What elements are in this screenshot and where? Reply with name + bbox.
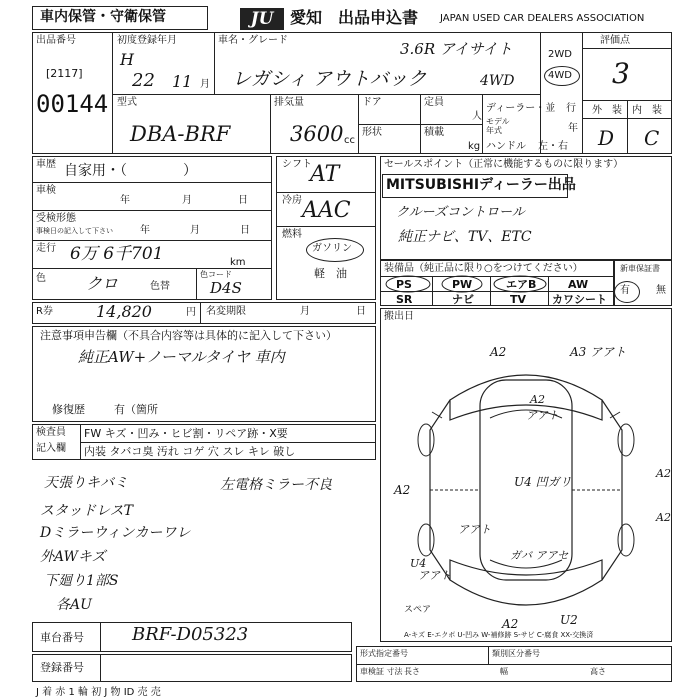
load-unit: kg <box>468 141 481 152</box>
repair-value: 有（箇所 <box>114 403 158 416</box>
model-value: DBA-BRF <box>130 122 231 146</box>
inspector-note-1b: 左電格ミラー不良 <box>220 477 332 493</box>
name-change-day: 日 <box>356 306 366 317</box>
association-name: JAPAN USED CAR DEALERS ASSOCIATION <box>440 13 645 24</box>
usage-sub: 事検日の記入して下さい <box>36 227 113 235</box>
capacity-unit: 人 <box>472 111 482 122</box>
color-label: 色 <box>36 273 46 284</box>
fuel-diesel: 軽 油 <box>314 267 347 280</box>
damage-mark-1: A2 <box>490 345 507 359</box>
inspector-note-5: 下廻り1部S <box>44 573 119 589</box>
usage-month: 月 <box>190 225 200 236</box>
damage-mark-4: アアト <box>526 409 559 422</box>
fuel-label: 燃料 <box>282 229 302 240</box>
equip-sr: SR <box>396 293 413 306</box>
load-label: 積載 <box>424 127 444 138</box>
doors-label: ドア <box>362 97 382 108</box>
model-label: 型式 <box>117 97 137 108</box>
lot-label: 出品番号 <box>36 35 76 46</box>
history-value: 自家用・（ ） <box>64 163 197 179</box>
inspector-label-2: 記入欄 <box>36 443 66 454</box>
shift-label: シフト <box>282 159 312 170</box>
car-drive: 4WD <box>480 73 515 89</box>
name-change-month: 月 <box>300 306 310 317</box>
equip-leather-seat: カワシート <box>552 293 607 306</box>
damage-mark-3: A2 <box>530 393 545 406</box>
damage-mark-14: U2 <box>560 613 578 627</box>
spec-length: 長さ <box>404 667 420 676</box>
registration-month: 11 <box>172 72 193 91</box>
car-grade: 3.6R アイサイト <box>400 40 513 58</box>
exterior-label: 外 装 <box>592 105 622 116</box>
mileage-value: 6万 6千701 <box>70 244 164 264</box>
dealer-label: ディーラー・並 <box>486 103 556 114</box>
equip-pw: PW <box>452 278 473 291</box>
sales-line-1: クルーズコントロール <box>396 205 525 220</box>
recycle-unit: 円 <box>186 307 196 318</box>
sales-points-label: セールスポイント（正常に機能するものに限ります） <box>384 159 624 170</box>
spec-class-no: 類別区分番号 <box>492 649 540 658</box>
equip-ps: PS <box>396 278 412 291</box>
color-code-label: 色コード <box>200 270 232 279</box>
damage-mark-11: アアト <box>418 569 451 582</box>
fuel-gas: ガソリン <box>312 243 352 254</box>
model-year-label: モデル <box>486 117 510 126</box>
damage-legend: A-キズ E-エクボ U-凹み W-補修跡 S-サビ C-腐食 XX-交換済 <box>404 631 594 639</box>
damage-label: 搬出日 <box>384 311 414 322</box>
chassis-value: BRF-D05323 <box>132 624 249 645</box>
registration-month-unit: 月 <box>200 79 210 90</box>
capacity-label: 定員 <box>424 97 444 108</box>
inspector-row-2: 内装 タバコ臭 汚れ コゲ 穴 スレ キレ 破し <box>84 445 296 458</box>
dealer-badge: MITSUBISHIディーラー出品 <box>386 177 576 193</box>
damage-mark-9: A2 <box>656 511 671 524</box>
name-change-label: 名変期限 <box>206 306 246 317</box>
displacement-unit: cc <box>344 135 355 146</box>
rating-label: 評価点 <box>600 35 630 46</box>
region-name: 愛知 <box>290 8 323 27</box>
damage-mark-13: A2 <box>502 617 519 631</box>
inspector-note-6: 各AU <box>56 597 92 613</box>
damage-mark-7: A2 <box>656 467 671 480</box>
shape-label: 形状 <box>362 127 382 138</box>
color-swap-label: 色替 <box>150 281 170 292</box>
car-name-label: 車名・グレード <box>218 35 288 46</box>
exterior-grade: D <box>598 126 615 150</box>
reg-label: 登録番号 <box>40 661 84 674</box>
new-car-yes: 有 <box>620 285 630 296</box>
storage-note: 車内保管・守衛保管 <box>40 9 166 25</box>
inspector-row-1: FW キズ・凹み・ヒビ割・リペア跡・X要 <box>84 427 288 440</box>
damage-mark-10: U4 <box>410 557 427 570</box>
notes-label: 注意事項申告欄（不具合内容等は具体的に記入して下さい） <box>40 329 337 342</box>
registration-era: H <box>120 50 134 69</box>
interior-grade: C <box>644 126 660 150</box>
equip-aw: AW <box>568 278 589 291</box>
model-year-unit: 年 <box>568 123 578 134</box>
registration-year: 22 <box>132 70 155 91</box>
inspection-label: 車検 <box>36 185 56 196</box>
shift-value: AT <box>310 162 340 187</box>
mileage-unit: km <box>230 257 246 268</box>
equipment-label: 装備品（純正品に限り○をつけてください） <box>384 263 583 274</box>
car-outline-diagram <box>380 340 672 640</box>
spare-label: スペア <box>404 605 432 615</box>
ac-value: AAC <box>302 198 351 223</box>
damage-mark-2: A3 アアト <box>570 345 627 359</box>
inspection-year: 年 <box>120 195 130 206</box>
drive-option-2wd: 2WD <box>548 49 572 60</box>
displacement-value: 3600 <box>290 122 344 146</box>
inspection-day: 日 <box>238 195 248 206</box>
recycle-label: R券 <box>36 306 53 317</box>
sales-line-2: 純正ナビ、TV、ETC <box>398 229 532 245</box>
model-year-label-2: 年式 <box>486 126 502 135</box>
usage-label: 受検形態 <box>36 213 76 224</box>
usage-year: 年 <box>140 225 150 236</box>
damage-mark-12: ガバ アアセ <box>510 549 569 562</box>
damage-mark-8: アアト <box>458 523 491 536</box>
repair-label: 修復歴 <box>52 403 85 416</box>
car-name: レガシィ アウトバック <box>232 68 427 90</box>
bottom-strip: J 着 赤 1 輪 初 J 物 ID 売 売 <box>36 687 161 698</box>
lot-bracket-number: [2117] <box>46 67 83 80</box>
chassis-label: 車台番号 <box>40 631 84 644</box>
spec-width: 幅 <box>500 667 508 676</box>
usage-day: 日 <box>240 225 250 236</box>
color-value: クロ <box>86 274 119 293</box>
damage-mark-6: U4 凹ガリ <box>514 475 572 489</box>
dealer-label-2: 行 <box>566 103 576 114</box>
recycle-frame <box>32 302 376 324</box>
inspector-note-3: Dミラーウィンカーワレ <box>40 525 191 541</box>
interior-label: 内 装 <box>632 105 662 116</box>
damage-mark-5: A2 <box>394 483 411 497</box>
ju-logo <box>240 8 284 30</box>
spec-type-no: 形式指定番号 <box>360 649 408 658</box>
history-label: 車歴 <box>36 159 56 170</box>
drive-option-4wd: 4WD <box>548 70 572 81</box>
ju-logo-text: JU <box>250 9 274 29</box>
inspector-note-2: スタッドレスT <box>40 503 133 519</box>
inspector-note-4: 外AWキズ <box>40 549 106 565</box>
recycle-value: 14,820 <box>96 302 152 321</box>
spec-height: 高さ <box>590 667 606 676</box>
new-car-label: 新車保証書 <box>620 264 660 273</box>
equip-tv: TV <box>510 293 527 306</box>
displacement-label: 排気量 <box>274 97 304 108</box>
handle-options: 左・右 <box>538 141 568 152</box>
inspection-month: 月 <box>182 195 192 206</box>
lot-number: 00144 <box>36 90 109 118</box>
ac-label: 冷房 <box>282 195 302 206</box>
form-title: 出品申込書 <box>338 8 419 27</box>
notes-line-1: 純正AW+ノーマルタイヤ 車内 <box>78 348 285 366</box>
new-car-no: 無 <box>656 285 666 296</box>
handle-label: ハンドル <box>486 141 526 152</box>
inspector-label-1: 検査員 <box>36 427 66 438</box>
equip-navi: ナビ <box>452 293 474 306</box>
registration-label: 初度登録年月 <box>117 35 177 46</box>
equip-airbag: エアB <box>506 278 537 291</box>
rating-score: 3 <box>612 57 630 90</box>
mileage-label: 走行 <box>36 243 56 254</box>
inspector-note-1: 天張りキバミ <box>44 475 128 491</box>
color-code: D4S <box>210 279 242 297</box>
spec-dimension: 車検証 寸法 <box>360 667 403 676</box>
